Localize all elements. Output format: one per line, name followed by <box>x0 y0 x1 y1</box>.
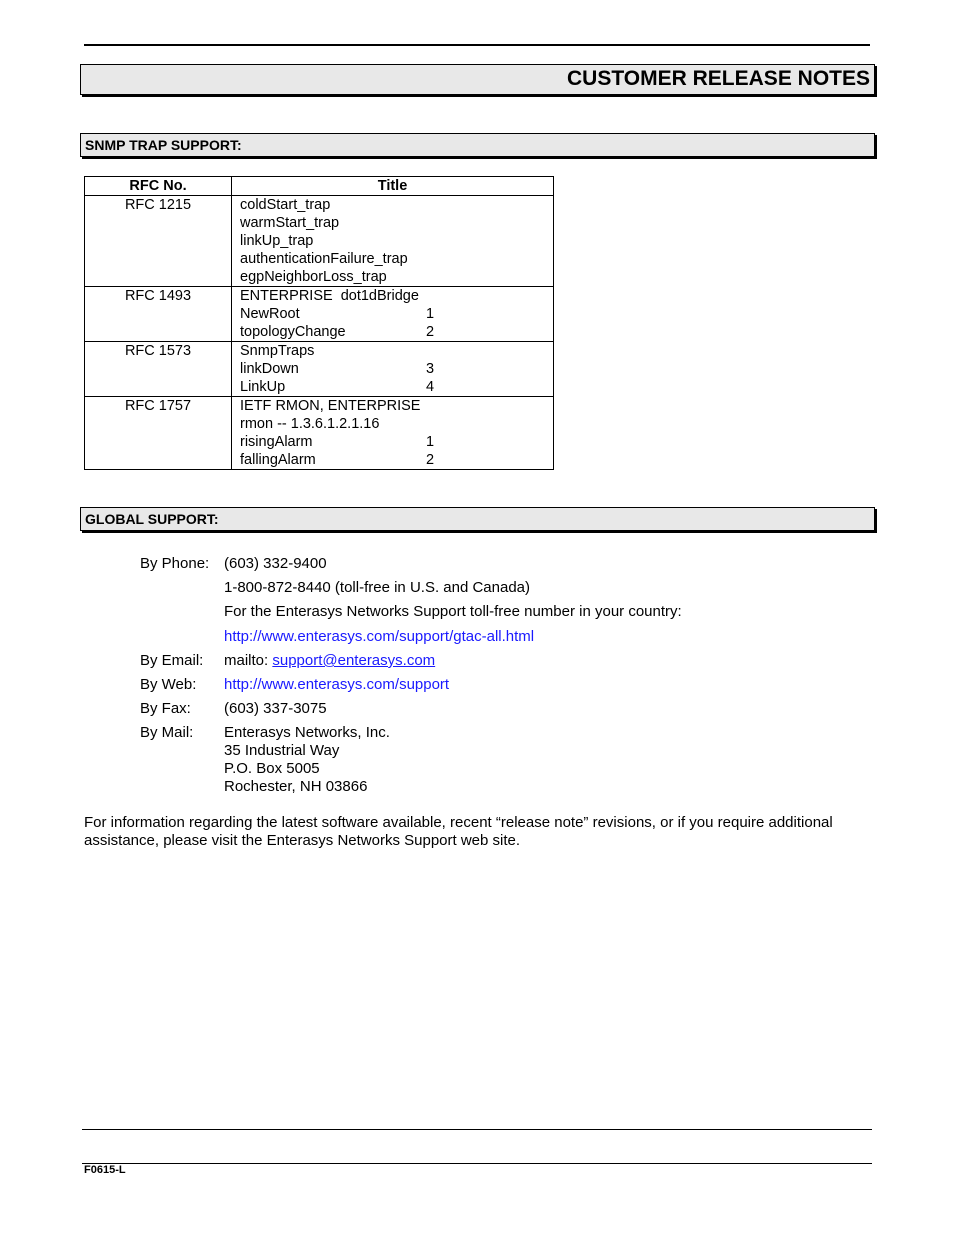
table-row <box>85 397 554 470</box>
address-line: Rochester, NH 03866 <box>224 778 368 795</box>
trap-name: fallingAlarm <box>240 452 316 468</box>
footer-rule <box>82 1163 872 1164</box>
trap-title-cell <box>232 196 554 287</box>
trap-line <box>240 451 553 469</box>
top-rule <box>84 44 870 46</box>
trap-line <box>240 214 553 232</box>
trap-name: NewRoot <box>240 306 300 322</box>
fax-label: By Fax: <box>140 700 191 717</box>
email-label: By Email: <box>140 652 204 669</box>
trap-line <box>240 268 553 286</box>
web-link[interactable]: http://www.enterasys.com/support <box>224 676 450 693</box>
country-support-note: For the Enterasys Networks Support toll-free number in your country: <box>224 603 682 620</box>
trap-line <box>240 305 553 323</box>
trap-number: 1 <box>426 434 435 450</box>
table-header-row <box>85 177 554 196</box>
trap-name: SnmpTraps <box>240 343 315 359</box>
trap-title-cell <box>232 397 554 470</box>
trap-number: 2 <box>426 324 435 340</box>
trap-number: 4 <box>426 379 435 395</box>
trap-name: risingAlarm <box>240 434 313 450</box>
trap-line <box>240 378 553 396</box>
bottom-rule <box>82 1129 872 1130</box>
table-row <box>85 196 554 287</box>
trap-name: ENTERPRISE dot1dBridge <box>240 288 419 304</box>
toll-free-number: 1-800-872-8440 (toll-free in U.S. and Canada) <box>224 579 531 596</box>
phone-number: (603) 332-9400 <box>224 555 327 572</box>
trap-name: coldStart_trap <box>240 197 331 213</box>
snmp-section-header <box>80 133 875 157</box>
address-line: Enterasys Networks, Inc. <box>224 724 390 741</box>
mail-address <box>224 724 390 796</box>
trap-number: 1 <box>426 306 435 322</box>
web-label: By Web: <box>140 676 197 693</box>
fax-number: (603) 337-3075 <box>224 700 327 717</box>
trap-name: LinkUp <box>240 379 286 395</box>
trap-number: 2 <box>426 452 435 468</box>
rfc-number-cell: RFC 1757 <box>85 397 232 470</box>
document-code: F0615-L <box>84 1164 126 1176</box>
trap-line <box>240 323 553 341</box>
address-line: P.O. Box 5005 <box>224 760 320 777</box>
email-link[interactable]: support@enterasys.com <box>272 652 436 669</box>
info-paragraph: For information regarding the latest software available, recent “release note” revisions, or if you require additional assistance, please visit the Enterasys Networks Support web site. <box>84 814 833 849</box>
rfc-number-cell: RFC 1573 <box>85 342 232 397</box>
snmp-section-title: SNMP TRAP SUPPORT: <box>85 137 242 153</box>
column-header-title: Title <box>232 177 554 196</box>
trap-name: linkUp_trap <box>240 233 314 249</box>
rfc-number-cell: RFC 1493 <box>85 287 232 342</box>
trap-line <box>240 415 553 433</box>
trap-name: linkDown <box>240 361 299 377</box>
trap-line <box>240 196 553 214</box>
rfc-table <box>84 176 554 470</box>
trap-line <box>240 433 553 451</box>
title-banner <box>80 64 875 95</box>
trap-name: warmStart_trap <box>240 215 340 231</box>
trap-title-cell <box>232 287 554 342</box>
trap-name: egpNeighborLoss_trap <box>240 269 387 285</box>
email-prefix: mailto: <box>224 652 273 669</box>
trap-line <box>240 397 553 415</box>
trap-line <box>240 250 553 268</box>
trap-line <box>240 342 553 360</box>
phone-label: By Phone: <box>140 555 210 572</box>
table-row <box>85 342 554 397</box>
trap-name: topologyChange <box>240 324 346 340</box>
trap-name: IETF RMON, ENTERPRISE <box>240 398 421 414</box>
trap-title-cell <box>232 342 554 397</box>
trap-line <box>240 360 553 378</box>
address-line: 35 Industrial Way <box>224 742 340 759</box>
trap-name: rmon -- 1.3.6.1.2.1.16 <box>240 416 380 432</box>
global-section-title: GLOBAL SUPPORT: <box>85 511 219 527</box>
global-section-header <box>80 507 875 531</box>
gtac-link[interactable]: http://www.enterasys.com/support/gtac-all.html <box>224 628 535 645</box>
email-line <box>224 652 435 670</box>
table-row <box>85 287 554 342</box>
mail-label: By Mail: <box>140 724 194 741</box>
trap-name: authenticationFailure_trap <box>240 251 408 267</box>
rfc-number-cell: RFC 1215 <box>85 196 232 287</box>
column-header-rfc: RFC No. <box>85 177 232 196</box>
page-title: CUSTOMER RELEASE NOTES <box>567 67 870 90</box>
trap-number: 3 <box>426 361 435 377</box>
trap-line <box>240 287 553 305</box>
trap-line <box>240 232 553 250</box>
